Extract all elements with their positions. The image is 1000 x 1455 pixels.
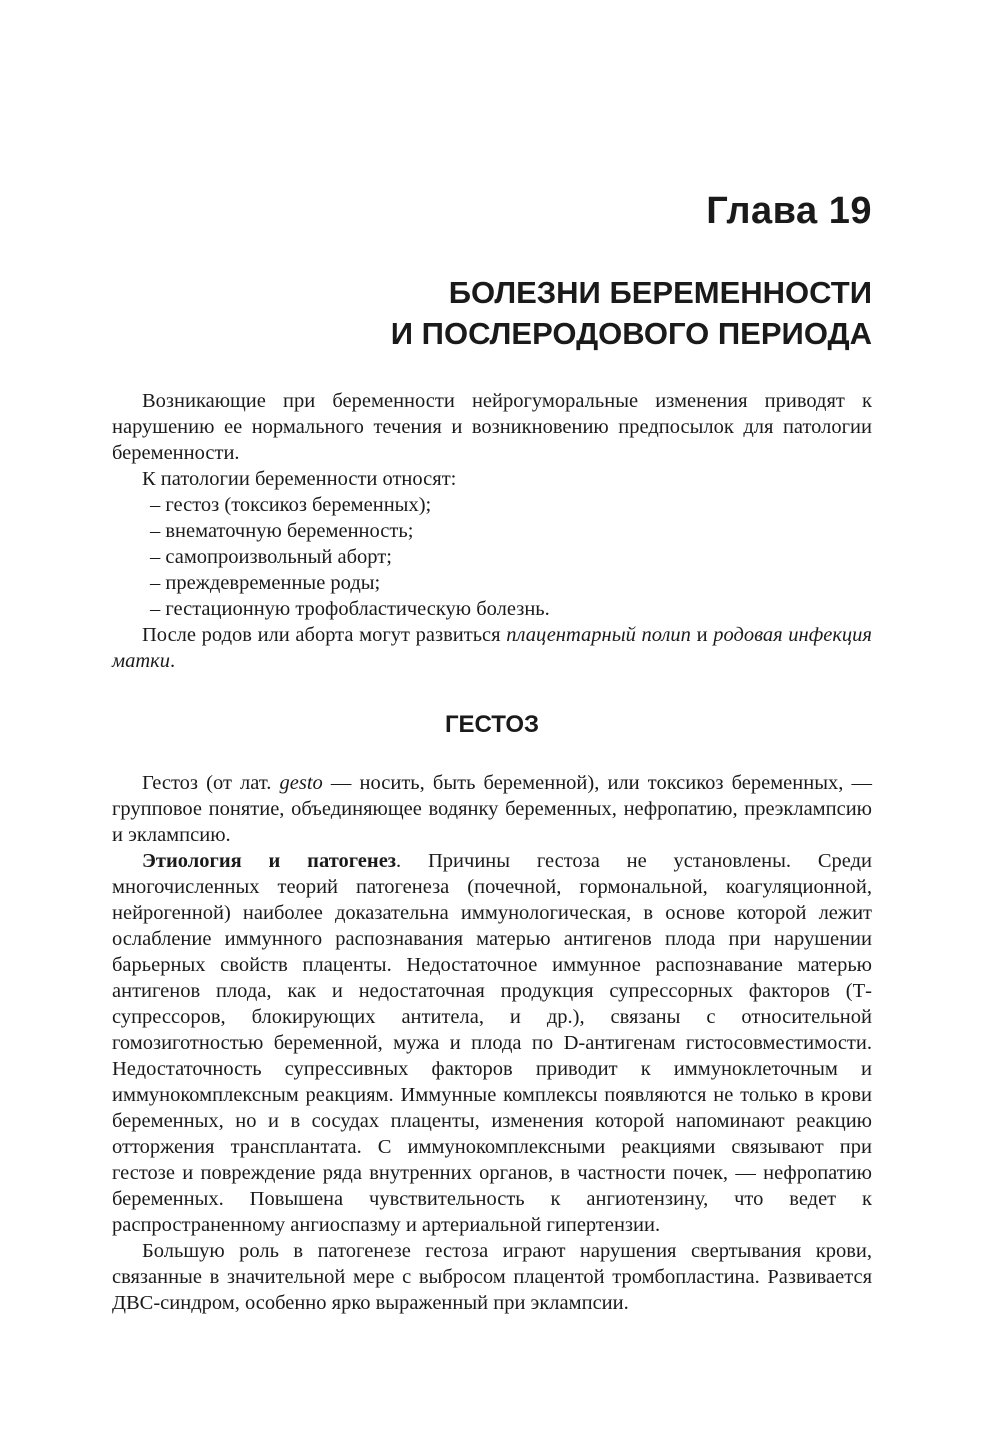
list-item: – преждевременные роды;	[150, 572, 381, 594]
intro-paragraph-2: К патологии беременности относят:	[142, 468, 457, 490]
chapter-title-line-1: БОЛЕЗНИ БЕРЕМЕННОСТИ	[448, 275, 872, 310]
chapter-label: Глава 19	[706, 190, 872, 232]
text-run: Гестоз (от лат.	[142, 772, 280, 794]
section-paragraph-1	[112, 770, 872, 848]
latin-term: gesto	[279, 772, 323, 794]
emphasis-term: родовая инфекция матки	[112, 624, 872, 672]
list-item: – гестационную трофобластическую болезнь.	[150, 598, 550, 620]
text-run: .	[169, 650, 176, 672]
intro-paragraph-3	[112, 622, 872, 674]
text-run: . Причины гестоза не установлены. Среди многочисленных теорий патогенеза (почечной, гормональной, коагуляционной, нейрогенной) наиболее доказательна иммунологическая, в основе которой лежит ослабление иммунного распознавания матерью антигенов плода при нарушении барьерных свойств плаценты. Недостаточное иммунное распознавание матерью антигенов плода, как и недостаточная продукция супрессорных факторов (Т-супрессоров, блокирующих антитела, и др.), связаны с относительной гомозиготностью беременной, мужа и плода по D-антигенам гистосовместимости. Недостаточность супрессивных факторов приводит к иммуноклеточным и иммунокомплексным реакциям. Иммунные комплексы появляются не только в крови беременных, но и в сосудах плаценты, изменения которой напоминают реакцию отторжения трансплантата. С иммунокомплексными реакциями связывают при гестозе и повреждение ряда внутренних органов, в частности почек, — нефропатию беременных. Повышена чувствительность к ангиотензину, что ведет к распространенному ангиоспазму и артериальной гипертензии.	[112, 850, 872, 1236]
emphasis-term: плацентарный полип	[506, 624, 691, 646]
section-paragraph-3: Большую роль в патогенезе гестоза играют нарушения свертывания крови, связанные в значительной мере с выбросом плацентой тромбопластина. Развивается ДВС-синдром, особенно ярко выраженный при эклампсии.	[112, 1240, 872, 1314]
list-item: – самопроизвольный аборт;	[150, 546, 392, 568]
text-run: После родов или аборта могут развиться	[142, 624, 507, 646]
run-in-heading: Этиология и патогенез	[142, 850, 397, 872]
text-run: — носить, быть беременной), или токсикоз беременных, — групповое понятие, объединяющее водянку беременных, нефропатию, преэклампсию и эклампсию.	[112, 772, 872, 846]
intro-paragraph-1: Возникающие при беременности нейрогуморальные изменения приводят к нарушению ее нормального течения и возникновению предпосылок для патологии беременности.	[112, 390, 872, 464]
list-item: – внематочную беременность;	[150, 520, 414, 542]
chapter-title	[391, 272, 872, 354]
intro-block	[112, 388, 872, 674]
section-paragraph-2	[112, 848, 872, 1238]
text-run: и	[690, 624, 714, 646]
list-item: – гестоз (токсикоз беременных);	[150, 494, 432, 516]
section-body	[112, 770, 872, 1316]
chapter-title-line-2: И ПОСЛЕРОДОВОГО ПЕРИОДА	[390, 316, 872, 351]
section-title: ГЕСТОЗ	[444, 711, 540, 738]
